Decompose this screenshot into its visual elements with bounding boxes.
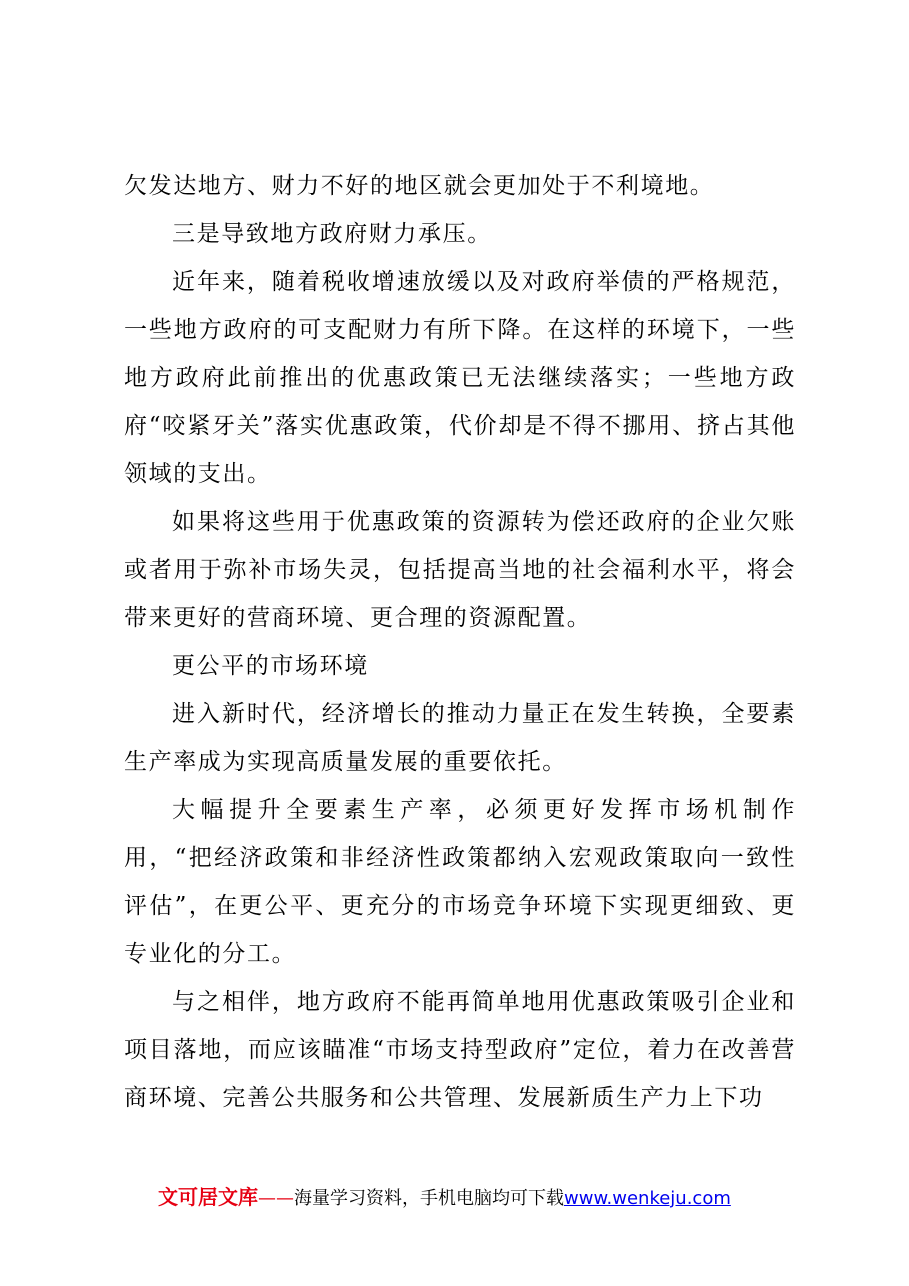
footer-banner: [158, 1184, 808, 1212]
document-body: [124, 162, 796, 1122]
paragraph-3: 近年来，随着税收增速放缓以及对政府举债的严格规范，一些地方政府的可支配财力有所下降。在这样的环境下，一些地方政府此前推出的优惠政策已无法继续落实；一些地方政府“咬紧牙关”落实优惠政策，代价却是不得不挪用、挤占其他领域的支出。: [124, 269, 796, 487]
footer-slogan: 海量学习资料，手机电脑均可下载: [294, 1188, 564, 1209]
paragraph-2: 三是导致地方政府财力承压。: [172, 221, 492, 247]
paragraph-5: 进入新时代，经济增长的推动力量正在发生转换，全要素生产率成为实现高质量发展的重要依托。: [124, 701, 796, 775]
paragraph-4: 如果将这些用于优惠政策的资源转为偿还政府的企业欠账或者用于弥补市场失灵，包括提高当地的社会福利水平，将会带来更好的营商环境、更合理的资源配置。: [124, 509, 796, 631]
paragraph-1: 欠发达地方、财力不好的地区就会更加处于不利境地。: [124, 173, 715, 199]
footer-brand: 文可居文库: [158, 1185, 258, 1209]
paragraph-6: 大幅提升全要素生产率，必须更好发挥市场机制作用，“把经济政策和非经济性政策都纳入宏观政策取向一致性评估”，在更公平、更充分的市场竞争环境下实现更细致、更专业化的分工。: [124, 797, 796, 967]
footer-website-link[interactable]: www.wenkeju.com: [564, 1188, 731, 1209]
section-heading: 更公平的市场环境: [172, 653, 369, 679]
paragraph-7: 与之相伴，地方政府不能再简单地用优惠政策吸引企业和项目落地，而应该瞄准“市场支持型政府”定位，着力在改善营商环境、完善公共服务和公共管理、发展新质生产力上下功: [124, 989, 796, 1111]
footer-dash: ——: [258, 1188, 294, 1209]
